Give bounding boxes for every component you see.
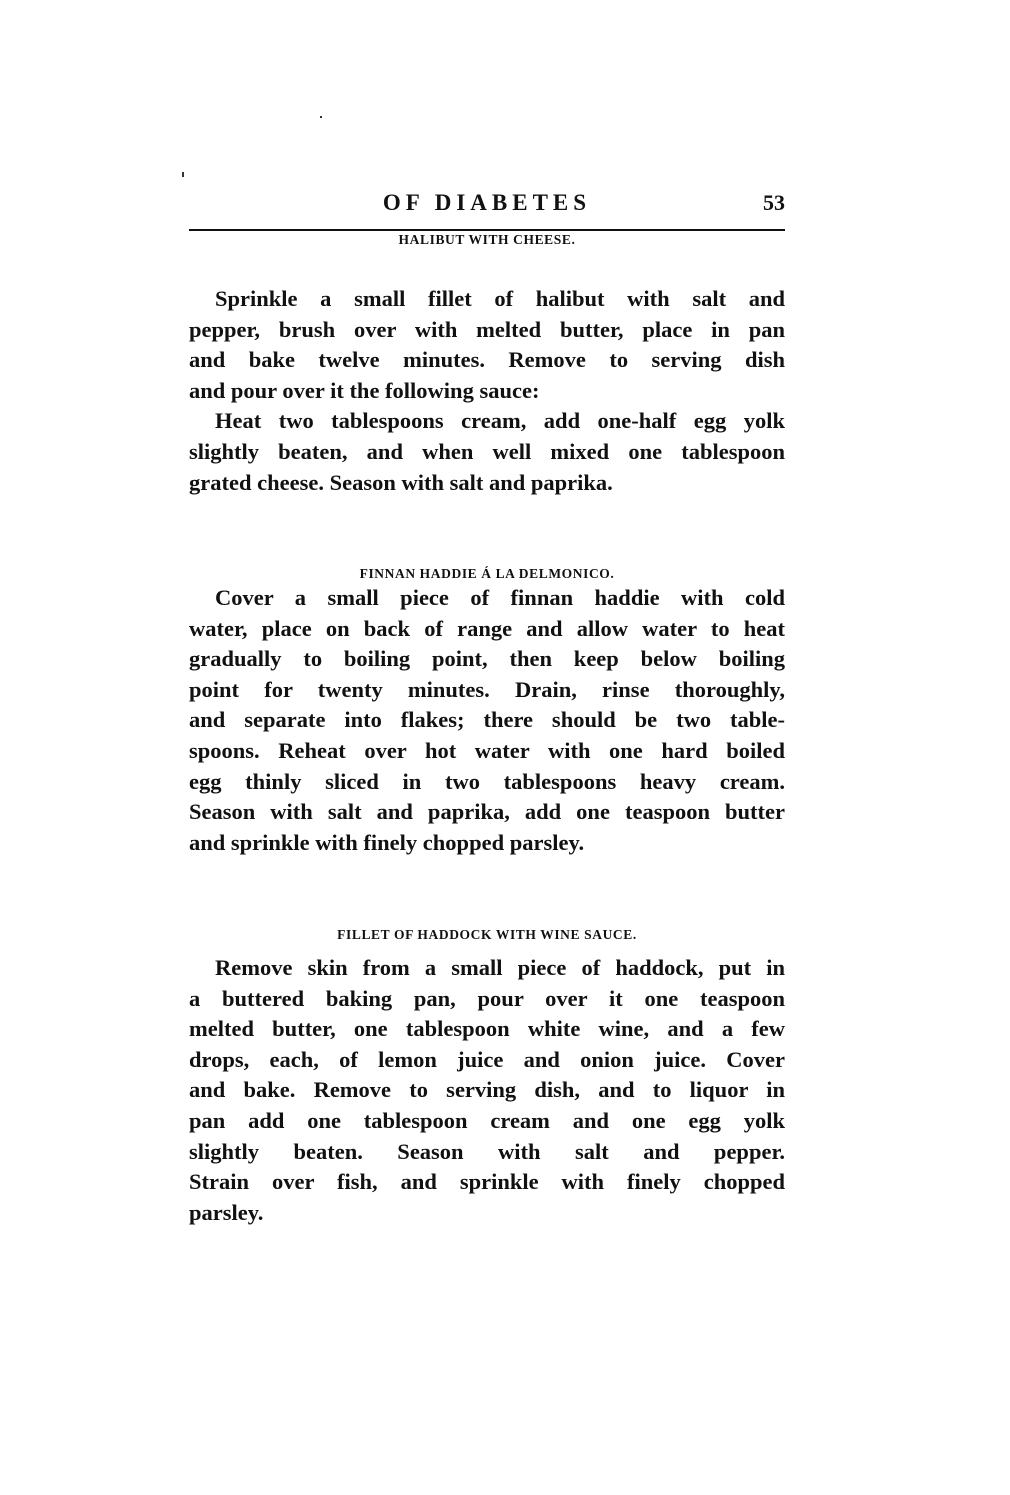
text-line: melted butter, one tablespoon white wine, and a few xyxy=(189,1016,785,1042)
page-number: 53 xyxy=(763,190,785,215)
text-line: and separate into flakes; there should be two table- xyxy=(189,707,785,733)
text-line: gradually to boiling point, then keep below boiling xyxy=(189,646,785,672)
text-line: Remove skin from a small piece of haddock, put in xyxy=(215,955,785,980)
text-line: Sprinkle a small fillet of halibut with salt and xyxy=(215,286,785,311)
text-line: point for twenty minutes. Drain, rinse thoroughly, xyxy=(189,676,785,702)
text-line: Cover a small piece of finnan haddie with cold xyxy=(215,585,785,610)
text-line: grated cheese. Season with salt and paprika. xyxy=(189,469,613,495)
scan-speck xyxy=(182,172,184,177)
text-line: and pour over it the following sauce: xyxy=(189,377,540,403)
recipe-body xyxy=(189,953,785,1228)
scan-speck xyxy=(320,116,322,118)
text-line: and bake twelve minutes. Remove to serving dish xyxy=(189,347,785,373)
header-rule xyxy=(189,229,785,231)
text-line: egg thinly sliced in two tablespoons heavy cream. xyxy=(189,768,785,794)
recipe-body xyxy=(189,583,785,858)
text-line: and bake. Remove to serving dish, and to liquor in xyxy=(189,1077,785,1103)
text-line: drops, each, of lemon juice and onion juice. Cover xyxy=(189,1046,785,1072)
recipe-title: FINNAN HADDIE Á LA DELMONICO. xyxy=(359,566,615,581)
text-line: slightly beaten. Season with salt and pepper. xyxy=(189,1138,785,1164)
recipe-body xyxy=(189,284,785,498)
text-line: spoons. Reheat over hot water with one hard boiled xyxy=(189,737,785,763)
text-line: parsley. xyxy=(189,1199,264,1225)
text-line: Season with salt and paprika, add one teaspoon butter xyxy=(189,799,785,825)
text-line: pepper, brush over with melted butter, place in pan xyxy=(189,316,785,342)
running-header xyxy=(189,190,785,220)
running-title: OF DIABETES xyxy=(382,190,592,215)
text-line: water, place on back of range and allow water to heat xyxy=(189,615,785,641)
text-line: pan add one tablespoon cream and one egg yolk xyxy=(189,1107,785,1133)
text-line: slightly beaten, and when well mixed one tablespoon xyxy=(189,438,785,464)
recipe-title: HALIBUT WITH CHEESE. xyxy=(398,232,576,247)
text-line: and sprinkle with finely chopped parsley. xyxy=(189,829,585,855)
text-line: Strain over fish, and sprinkle with finely chopped xyxy=(189,1169,785,1195)
text-line: Heat two tablespoons cream, add one-half egg yolk xyxy=(215,408,785,434)
recipe-title: FILLET OF HADDOCK WITH WINE SAUCE. xyxy=(337,927,637,942)
text-line: a buttered baking pan, pour over it one teaspoon xyxy=(189,985,785,1011)
